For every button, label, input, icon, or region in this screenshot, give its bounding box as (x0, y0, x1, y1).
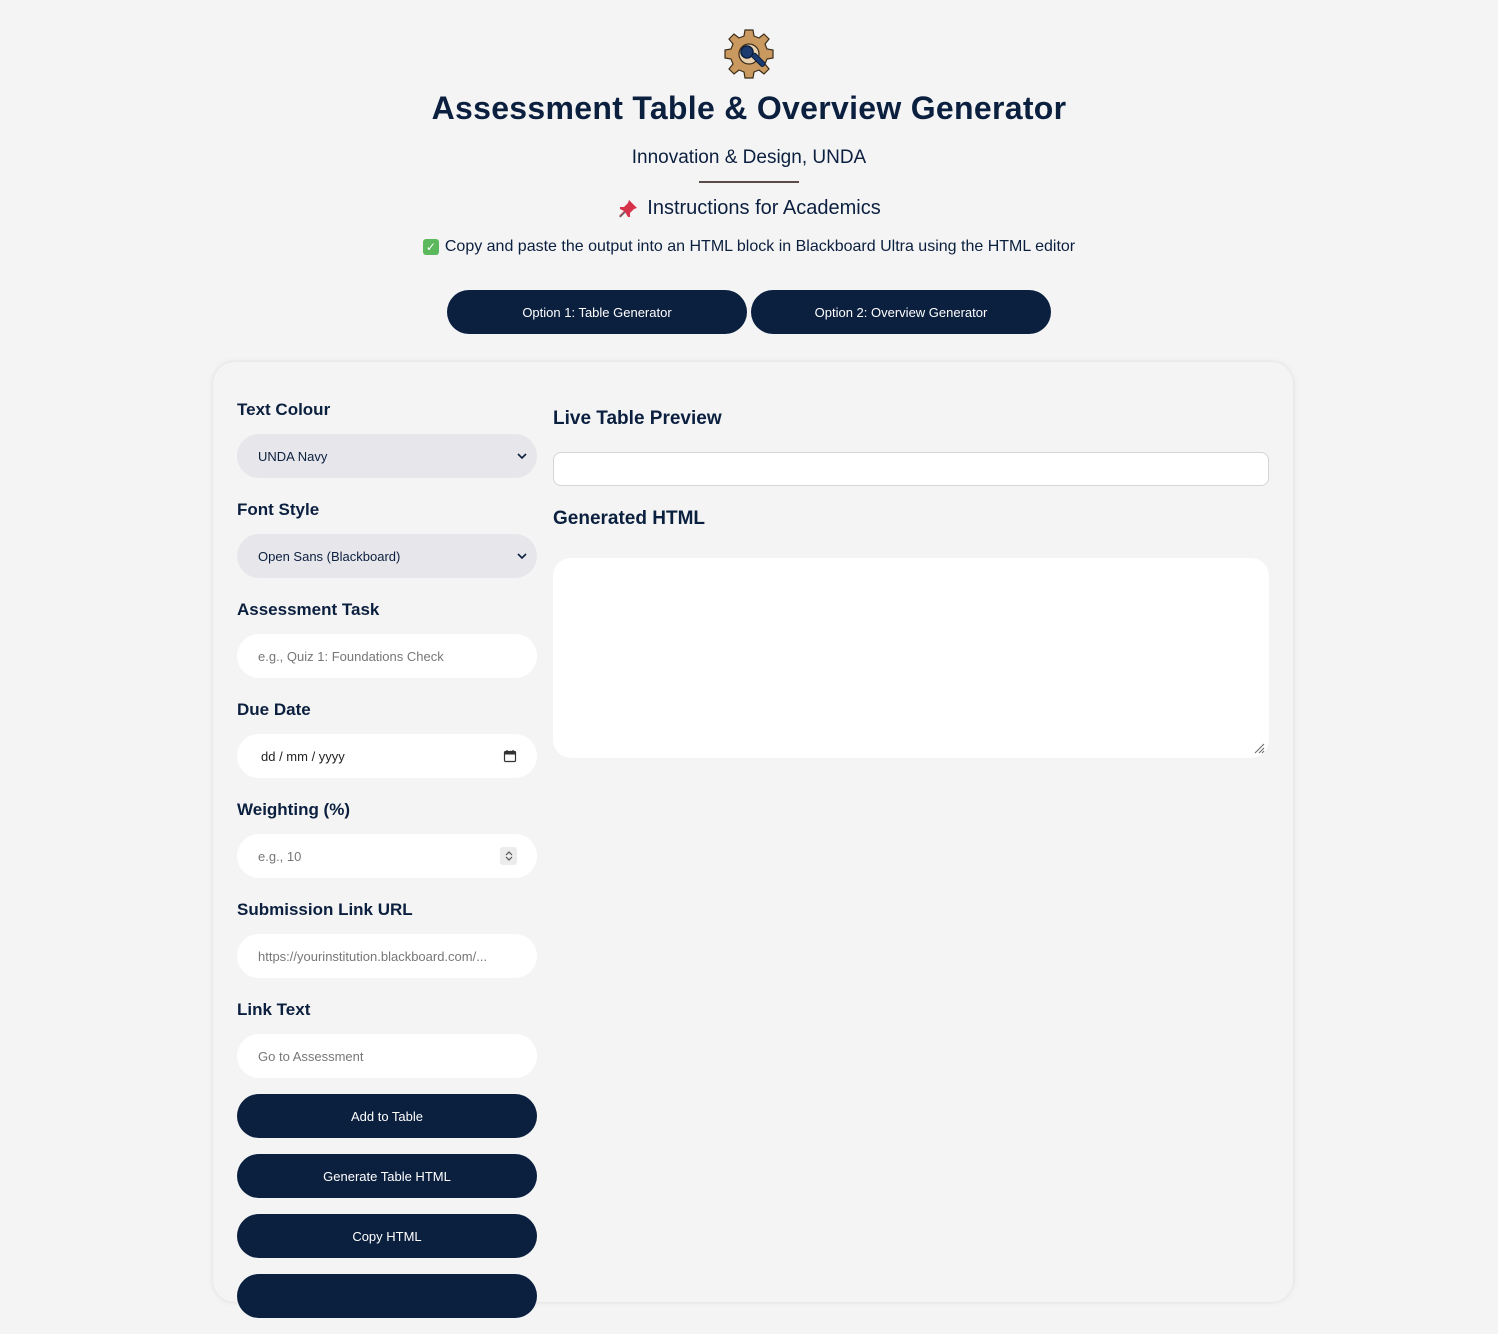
pushpin-icon (617, 198, 639, 220)
instructions-text: Copy and paste the output into an HTML block in Blackboard Ultra using the HTML editor (444, 238, 1076, 255)
assessment-task-input[interactable] (237, 634, 537, 678)
checkmark-icon: ✓ (423, 239, 439, 255)
font-style-label: Font Style (237, 500, 320, 519)
submission-link-input[interactable] (237, 934, 537, 978)
live-preview-title: Live Table Preview (553, 408, 722, 429)
weighting-label: Weighting (%) (237, 800, 350, 819)
preview-panel (553, 408, 1269, 758)
instructions-line (0, 238, 1498, 256)
link-text-label: Link Text (237, 1000, 311, 1019)
assessment-task-placeholder: e.g., Quiz 1: Foundations Check (258, 648, 444, 664)
chevron-down-icon (517, 552, 527, 560)
copy-html-button[interactable]: Copy HTML (237, 1214, 537, 1258)
add-to-table-button[interactable]: Add to Table (237, 1094, 537, 1138)
text-colour-value: UNDA Navy (258, 448, 328, 464)
submission-link-label: Submission Link URL (237, 900, 413, 919)
text-colour-label: Text Colour (237, 400, 331, 419)
generate-table-html-button[interactable]: Generate Table HTML (237, 1154, 537, 1198)
link-text-input[interactable] (237, 1034, 537, 1078)
live-table-preview (553, 452, 1269, 486)
option-tabs (0, 290, 1498, 334)
divider (699, 181, 799, 183)
resize-handle-icon[interactable] (1253, 742, 1265, 754)
generated-html-textarea[interactable] (553, 558, 1269, 758)
chevron-down-icon[interactable] (505, 856, 513, 862)
font-style-value: Open Sans (Blackboard) (258, 548, 401, 564)
submission-link-placeholder: https://yourinstitution.blackboard.com/... (258, 948, 488, 964)
due-date-label: Due Date (237, 700, 311, 719)
due-date-input[interactable] (237, 734, 537, 778)
weighting-input[interactable] (237, 834, 537, 878)
generated-html-title: Generated HTML (553, 508, 706, 529)
page-header (0, 0, 1498, 334)
chevron-down-icon (517, 452, 527, 460)
weighting-placeholder: e.g., 10 (258, 848, 302, 864)
number-spinner[interactable] (500, 847, 517, 865)
font-style-select[interactable] (237, 534, 537, 578)
link-text-placeholder: Go to Assessment (258, 1048, 364, 1064)
option-table-generator-button[interactable]: Option 1: Table Generator (447, 290, 747, 334)
form-panel (237, 390, 537, 1334)
page-title: Assessment Table & Overview Generator (431, 90, 1067, 126)
due-date-value: dd / mm / yyyy (261, 748, 345, 764)
page-subtitle: Innovation & Design, UNDA (631, 147, 867, 168)
option-overview-generator-button[interactable]: Option 2: Overview Generator (751, 290, 1051, 334)
additional-action-button[interactable] (237, 1274, 537, 1318)
calendar-icon[interactable] (503, 749, 517, 763)
generator-card (213, 362, 1293, 1302)
assessment-task-label: Assessment Task (237, 600, 380, 619)
instructions-title: Instructions for Academics (647, 197, 881, 219)
instructions-heading (0, 197, 1498, 220)
gear-wrench-icon (723, 28, 775, 80)
text-colour-select[interactable] (237, 434, 537, 478)
